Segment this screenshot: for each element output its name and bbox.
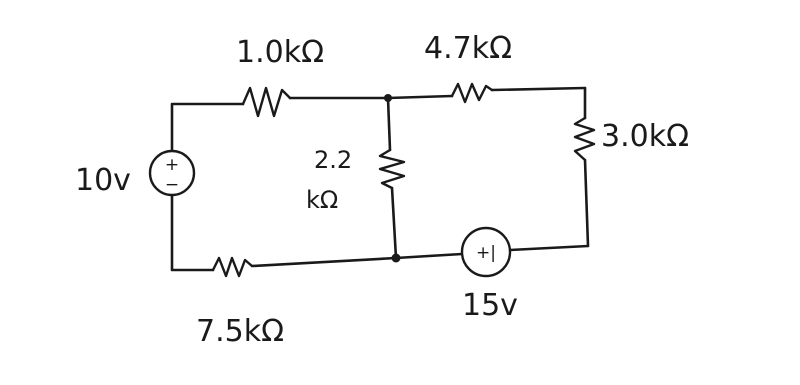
wire-left-top xyxy=(172,104,243,150)
wire-bottom-right xyxy=(396,254,462,258)
wire-right-lower xyxy=(510,160,588,250)
circuit-wires xyxy=(172,88,588,270)
label-resistor-2k2-value: 2.2 xyxy=(314,146,353,174)
label-source-10v: 10v xyxy=(75,163,131,198)
label-resistor-4k7: 4.7kΩ xyxy=(424,31,513,66)
voltage-source-15v xyxy=(462,228,510,276)
resistor-2k2 xyxy=(380,150,404,188)
voltage-source-10v xyxy=(150,151,194,195)
label-resistor-1k0: 1.0kΩ xyxy=(236,35,325,70)
source-minus-sign: − xyxy=(164,175,180,195)
label-source-15v: 15v xyxy=(462,288,518,323)
wire-middle-lower xyxy=(392,188,396,258)
junction-node-bottom xyxy=(392,254,401,263)
label-resistor-7k5: 7.5kΩ xyxy=(196,314,285,349)
resistor-3k0 xyxy=(575,118,594,160)
wire-top-right-b xyxy=(492,88,585,90)
source-plus-sign: + xyxy=(164,155,180,175)
source-polarity-mark: +| xyxy=(476,243,496,263)
label-resistor-3k0: 3.0kΩ xyxy=(601,119,690,154)
wire-bottom-middle xyxy=(252,258,396,266)
wire-top-right-a xyxy=(388,96,452,98)
resistor-7k5 xyxy=(213,258,252,276)
junction-node-top xyxy=(384,94,392,102)
resistor-1k0 xyxy=(243,88,290,116)
label-resistor-2k2-unit: kΩ xyxy=(306,186,339,214)
wire-left-bottom xyxy=(172,196,213,270)
wire-middle-upper xyxy=(388,98,390,150)
resistor-4k7 xyxy=(452,84,492,102)
